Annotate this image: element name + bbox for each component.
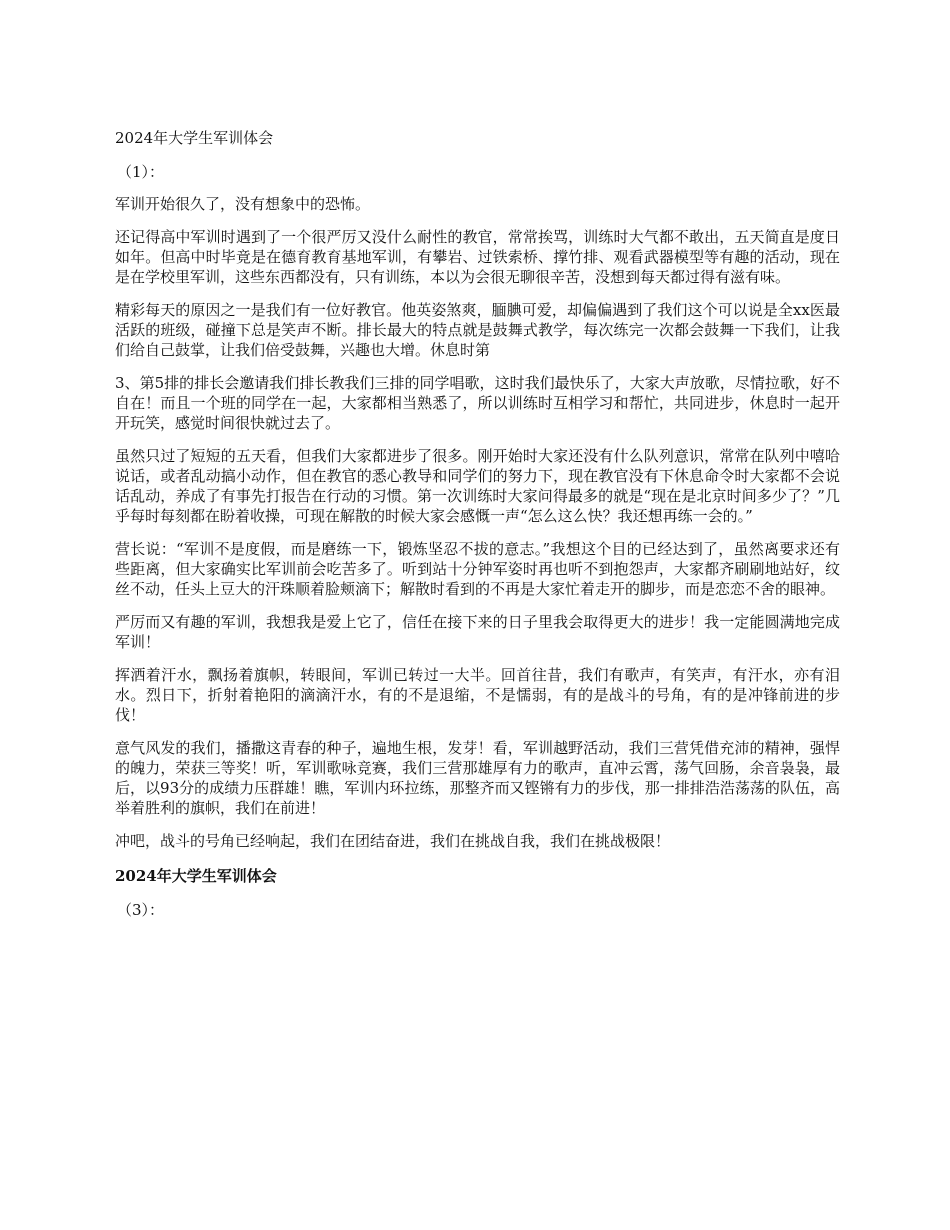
document-title-2: 2024年大学生军训体会 bbox=[115, 867, 277, 885]
paragraph: 挥洒着汗水，飘扬着旗帜，转眼间，军训已转过一大半。回首往昔，我们有歌声，有笑声，有汗水，亦有泪水。烈日下，折射着艳阳的滴滴汗水，有的不是退缩，不是懦弱，有的是战斗的号角，有的是冲锋前进的步伐！ bbox=[115, 666, 840, 724]
paragraph: 还记得高中军训时遇到了一个很严厉又没什么耐性的教官，常常挨骂，训练时大气都不敢出，五天简直是度日如年。但高中时毕竟是在德育教育基地军训，有攀岩、过铁索桥、撑竹排、观看武器模型等有趣的活动，现在是在学校里军训，这些东西都没有，只有训练，本以为会很无聊很辛苦，没想到每天都过得有滋有味。 bbox=[115, 228, 840, 286]
paragraph: 严厉而又有趣的军训，我想我是爱上它了，信任在接下来的日子里我会取得更大的进步！我一定能圆满地完成军训！ bbox=[115, 613, 840, 651]
section-label-3: （3）： bbox=[117, 901, 165, 919]
document-title: 2024年大学生军训体会 bbox=[115, 129, 274, 147]
paragraph: 冲吧，战斗的号角已经响起，我们在团结奋进，我们在挑战自我，我们在挑战极限！ bbox=[115, 832, 671, 850]
paragraph: 军训开始很久了，没有想象中的恐怖。 bbox=[115, 195, 371, 213]
paragraph: 意气风发的我们，播撒这青春的种子，遍地生根，发芽！看，军训越野活动，我们三营凭借充沛的精神，强悍的魄力，荣获三等奖！听，军训歌咏竞赛，我们三营那雄厚有力的歌声，直冲云霄，荡气回肠，余音袅袅，最后，以93分的成绩力压群雄！瞧，军训内环拉练，那整齐而又铿锵有力的步伐，那一排排浩浩荡荡的队伍，高举着胜利的旗帜，我们在前进！ bbox=[115, 739, 840, 817]
document-page bbox=[115, 126, 840, 932]
paragraph: 精彩每天的原因之一是我们有一位好教官。他英姿煞爽，腼腆可爱，却偏偏遇到了我们这个可以说是全xx医最活跃的班级，碰撞下总是笑声不断。排长最大的特点就是鼓舞式教学，每次练完一次都会鼓舞一下我们，让我们给自己鼓掌，让我们倍受鼓舞，兴趣也大增。休息时第 bbox=[115, 301, 840, 359]
paragraph: 营长说：“军训不是度假，而是磨练一下，锻炼坚忍不拔的意志。”我想这个目的已经达到了，虽然离要求还有些距离，但大家确实比军训前会吃苦多了。听到站十分钟军姿时再也听不到抱怨声，大家都齐刷刷地站好，纹丝不动，任头上豆大的汗珠顺着脸颊滴下；解散时看到的不再是大家忙着走开的脚步，而是恋恋不舍的眼神。 bbox=[115, 540, 840, 598]
paragraph: 3、第5排的排长会邀请我们排长教我们三排的同学唱歌，这时我们最快乐了，大家大声放歌，尽情拉歌，好不自在！而且一个班的同学在一起，大家都相当熟悉了，所以训练时互相学习和帮忙，共同进步，休息时一起开开玩笑，感觉时间很快就过去了。 bbox=[115, 374, 840, 432]
paragraph: 虽然只过了短短的五天看，但我们大家都进步了很多。刚开始时大家还没有什么队列意识，常常在队列中嘻哈说话，或者乱动搞小动作，但在教官的悉心教导和同学们的努力下，现在教官没有下休息命令时大家都不会说话乱动，养成了有事先打报告在行动的习惯。第一次训练时大家问得最多的就是“现在是北京时间多少了？”几乎每时每刻都在盼着收操，可现在解散的时候大家会感慨一声“怎么这么快？我还想再练一会的。” bbox=[115, 447, 840, 525]
section-label-1: （1）： bbox=[117, 163, 165, 181]
